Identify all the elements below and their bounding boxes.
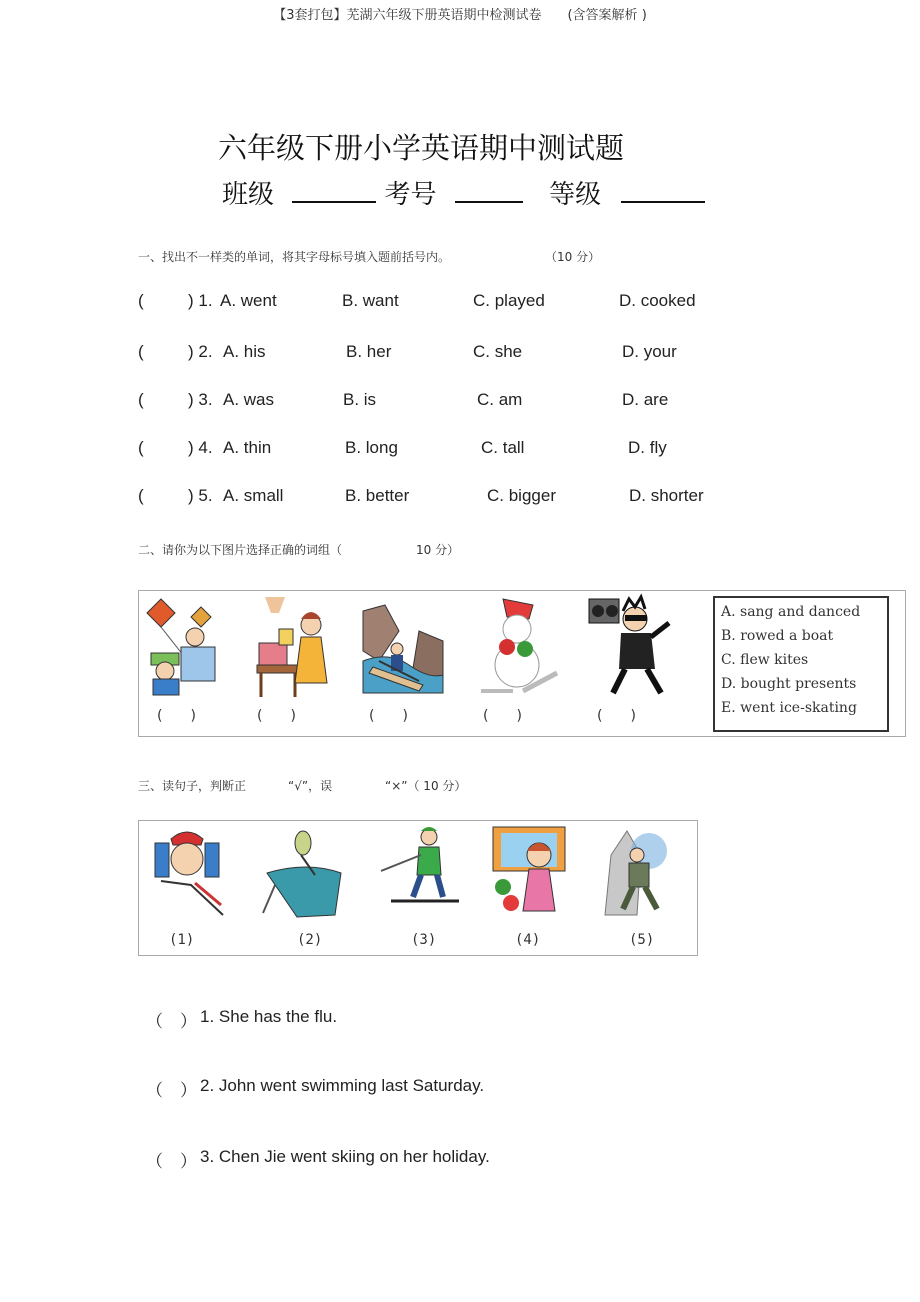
section2-picture-frame [138,590,906,737]
judge-sentence: 3. Chen Jie went skiing on her holiday. [200,1147,490,1166]
picture-answer-blank[interactable]: ( ) [369,708,408,724]
judge-paren[interactable]: （ ） [146,1152,197,1171]
picture-label: (2) [297,932,323,948]
phrase-option: D. bought presents [721,676,857,692]
option-a: A. was [223,390,275,409]
option-b: B. want [342,291,399,310]
section3-heading: 三、读句子，判断正 [138,779,247,793]
section2-score: 10 分） [416,543,460,557]
ice-skating-picture [473,595,563,699]
question-number: ) 1. [188,291,213,310]
picture-label: (4) [515,932,541,948]
watering-flowers-picture [489,825,569,921]
option-c: C. she [473,342,523,361]
answer-paren[interactable]: ( [138,438,144,457]
answer-paren[interactable]: ( [138,390,144,409]
option-d: D. are [622,390,669,409]
flu-picture [151,825,231,921]
section3-picture-frame [138,820,698,956]
judge-sentence: 2. John went swimming last Saturday. [200,1076,485,1095]
question-number: ) 2. [188,342,213,361]
picture-answer-blank[interactable]: ( ) [597,708,636,724]
option-a: A. went [220,291,277,310]
option-a: A. his [223,342,266,361]
class-label: 班级 [222,180,275,210]
option-c: C. played [473,291,545,310]
presents-picture [251,593,331,703]
option-b: B. long [345,438,398,457]
phrase-option: C. flew kites [721,652,809,668]
phrase-option: B. rowed a boat [721,628,834,644]
kite-flying-picture [143,595,229,701]
question-number: ) 5. [188,486,213,505]
option-b: B. is [343,390,377,409]
answer-paren[interactable]: ( [138,342,144,361]
climbing-picture [597,825,677,921]
bag-picture [257,825,345,921]
rowing-boat-picture [359,601,447,697]
picture-answer-blank[interactable]: ( ) [483,708,522,724]
section1-score: （10 分） [545,250,601,264]
document-header: 【3套打包】芜湖六年级下册英语期中检测试卷 (含答案解析 ) [273,8,647,23]
option-c: C. bigger [487,486,556,505]
picture-answer-blank[interactable]: ( ) [257,708,296,724]
judge-paren[interactable]: （ ） [146,1012,197,1031]
section3-wrong-mark: “×”（ 10 分） [385,779,467,793]
judge-paren[interactable]: （ ） [146,1081,197,1100]
section1-heading: 一、找出不一样类的单词，将其字母标号填入题前括号内。 [138,250,451,264]
option-d: D. fly [628,438,667,457]
option-d: D. your [622,342,677,361]
question-number: ) 3. [188,390,213,409]
option-c: C. tall [481,438,525,457]
dancing-picture [585,593,677,701]
option-a: A. small [223,486,284,505]
skiing-picture [377,823,463,923]
number-label: 考号 [384,180,437,210]
option-c: C. am [477,390,523,409]
option-b: B. her [346,342,392,361]
phrase-option: A. sang and danced [721,604,861,620]
class-blank[interactable] [292,177,376,203]
option-d: D. cooked [619,291,696,310]
phrase-options-box [713,596,889,732]
picture-answer-blank[interactable]: ( ) [157,708,196,724]
grade-label: 等级 [549,180,602,210]
option-a: A. thin [223,438,272,457]
option-b: B. better [345,486,410,505]
option-d: D. shorter [629,486,704,505]
number-blank[interactable] [455,177,523,203]
answer-paren[interactable]: ( [138,486,144,505]
phrase-option: E. went ice-skating [721,700,857,716]
picture-label: (5) [629,932,655,948]
question-number: ) 4. [188,438,213,457]
picture-label: (1) [169,932,195,948]
section3-right-mark: “√”，误 [288,779,333,793]
page-title: 六年级下册小学英语期中测试题 [218,131,625,165]
section2-heading: 二、请你为以下图片选择正确的词组（ [138,543,343,557]
grade-blank[interactable] [621,177,705,203]
picture-label: (3) [411,932,437,948]
student-info-row [222,174,705,211]
answer-paren[interactable]: ( [138,291,144,310]
judge-sentence: 1. She has the flu. [200,1007,338,1026]
